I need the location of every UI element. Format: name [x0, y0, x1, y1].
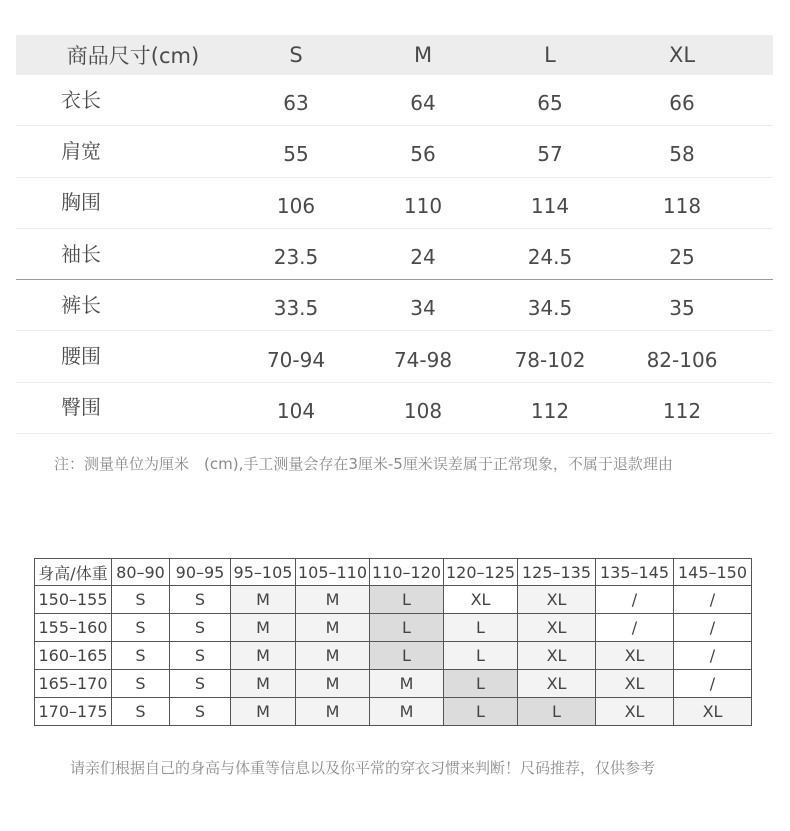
size-cell: XL [596, 698, 674, 726]
value-xl: 35 [669, 296, 695, 321]
size-cell: XL [674, 698, 752, 726]
height-range: 165–170 [35, 670, 112, 698]
size-cell: M [231, 642, 296, 670]
size-cell: XL [444, 586, 518, 614]
value-l: 114 [530, 193, 570, 218]
value-l: 65 [537, 91, 563, 116]
header-weight-range: 105–110 [296, 559, 370, 586]
size-cell: M [231, 614, 296, 642]
header-weight-range: 95–105 [231, 559, 296, 586]
size-cell: L [370, 586, 444, 614]
value-xl: 118 [662, 193, 702, 218]
value-xl: 58 [669, 142, 695, 167]
value-m: 110 [403, 193, 443, 218]
size-cell: S [112, 670, 170, 698]
header-size-m: M [413, 43, 433, 67]
size-row-waist [16, 331, 773, 382]
size-cell: M [231, 670, 296, 698]
size-cell: S [112, 586, 170, 614]
value-s: 70-94 [266, 347, 326, 372]
header-weight-range: 120–125 [444, 559, 518, 586]
value-s: 23.5 [273, 245, 319, 270]
row-label: 腰围 [61, 344, 101, 369]
size-cell: S [112, 698, 170, 726]
size-cell: S [170, 614, 231, 642]
table-row [35, 698, 752, 726]
size-row-sleeve [16, 229, 773, 280]
value-s: 55 [283, 142, 309, 167]
value-xl: 25 [669, 245, 695, 270]
row-label: 衣长 [61, 87, 101, 112]
size-cell: XL [518, 586, 596, 614]
size-cell: M [296, 586, 370, 614]
size-cell: / [674, 586, 752, 614]
value-xl: 66 [669, 91, 695, 116]
size-cell: XL [518, 670, 596, 698]
height-range: 170–175 [35, 698, 112, 726]
size-cell: XL [518, 614, 596, 642]
value-l: 78-102 [514, 347, 586, 372]
size-table [16, 35, 773, 434]
header-weight-range: 110–120 [370, 559, 444, 586]
size-cell: / [674, 642, 752, 670]
header-weight-range: 145–150 [674, 559, 752, 586]
size-cell: L [444, 614, 518, 642]
size-cell: S [170, 586, 231, 614]
size-cell: / [596, 614, 674, 642]
header-size-s: S [289, 43, 303, 67]
measurement-note: 注：测量单位为厘米 (cm),手工测量会存在3厘米-5厘米误差属于正常现象，不属于退款理由 [54, 455, 673, 473]
size-cell: L [370, 614, 444, 642]
size-cell: M [370, 670, 444, 698]
size-cell: S [112, 614, 170, 642]
header-weight-range: 90–95 [170, 559, 231, 586]
row-label: 裤长 [61, 292, 101, 317]
value-m: 108 [403, 398, 443, 423]
size-row-chest [16, 178, 773, 229]
value-l: 24.5 [527, 245, 573, 270]
size-row-length [16, 75, 773, 126]
size-row-shoulder [16, 126, 773, 177]
size-cell: S [170, 670, 231, 698]
size-cell: L [370, 642, 444, 670]
size-cell: / [674, 614, 752, 642]
size-cell: L [444, 670, 518, 698]
size-cell: M [296, 614, 370, 642]
size-row-hip [16, 383, 773, 434]
value-m: 34 [410, 296, 436, 321]
size-cell: M [296, 670, 370, 698]
header-weight-range: 125–135 [518, 559, 596, 586]
row-label: 胸围 [61, 190, 101, 215]
size-recommendation-table [34, 558, 752, 726]
table-header-row [35, 559, 752, 586]
header-weight-range: 135–145 [596, 559, 674, 586]
table-row [35, 670, 752, 698]
row-label: 袖长 [61, 241, 101, 266]
row-label: 臀围 [61, 395, 101, 420]
value-s: 63 [283, 91, 309, 116]
size-cell: / [674, 670, 752, 698]
value-s: 106 [276, 193, 316, 218]
value-m: 24 [410, 245, 436, 270]
size-cell: M [296, 698, 370, 726]
height-range: 160–165 [35, 642, 112, 670]
value-l: 112 [530, 398, 570, 423]
table-row [35, 642, 752, 670]
size-cell: L [518, 698, 596, 726]
value-s: 104 [276, 398, 316, 423]
size-table-header [16, 35, 773, 75]
header-size-xl: XL [668, 43, 696, 67]
table-row [35, 614, 752, 642]
header-label: 商品尺寸(cm) [66, 44, 200, 68]
row-label: 肩宽 [61, 138, 101, 163]
value-m: 56 [410, 142, 436, 167]
size-cell: / [596, 586, 674, 614]
size-cell: L [444, 698, 518, 726]
value-m: 74-98 [393, 347, 453, 372]
value-s: 33.5 [273, 296, 319, 321]
size-row-pants-length [16, 280, 773, 331]
value-l: 34.5 [527, 296, 573, 321]
size-cell: XL [596, 642, 674, 670]
size-cell: S [170, 642, 231, 670]
table-row [35, 586, 752, 614]
header-size-l: L [544, 43, 556, 67]
size-cell: S [112, 642, 170, 670]
size-cell: XL [518, 642, 596, 670]
value-xl: 82-106 [646, 347, 718, 372]
size-cell: L [444, 642, 518, 670]
size-cell: M [231, 698, 296, 726]
size-cell: XL [596, 670, 674, 698]
height-range: 150–155 [35, 586, 112, 614]
size-cell: M [231, 586, 296, 614]
value-m: 64 [410, 91, 436, 116]
value-xl: 112 [662, 398, 702, 423]
size-cell: S [170, 698, 231, 726]
value-l: 57 [537, 142, 563, 167]
height-range: 155–160 [35, 614, 112, 642]
size-cell: M [370, 698, 444, 726]
footer-note: 请亲们根据自己的身高与体重等信息以及你平常的穿衣习惯来判断！尺码推荐，仅供参考 [70, 759, 656, 777]
size-cell: M [296, 642, 370, 670]
header-weight-range: 80–90 [112, 559, 170, 586]
header-height-weight: 身高/体重 [35, 559, 112, 586]
